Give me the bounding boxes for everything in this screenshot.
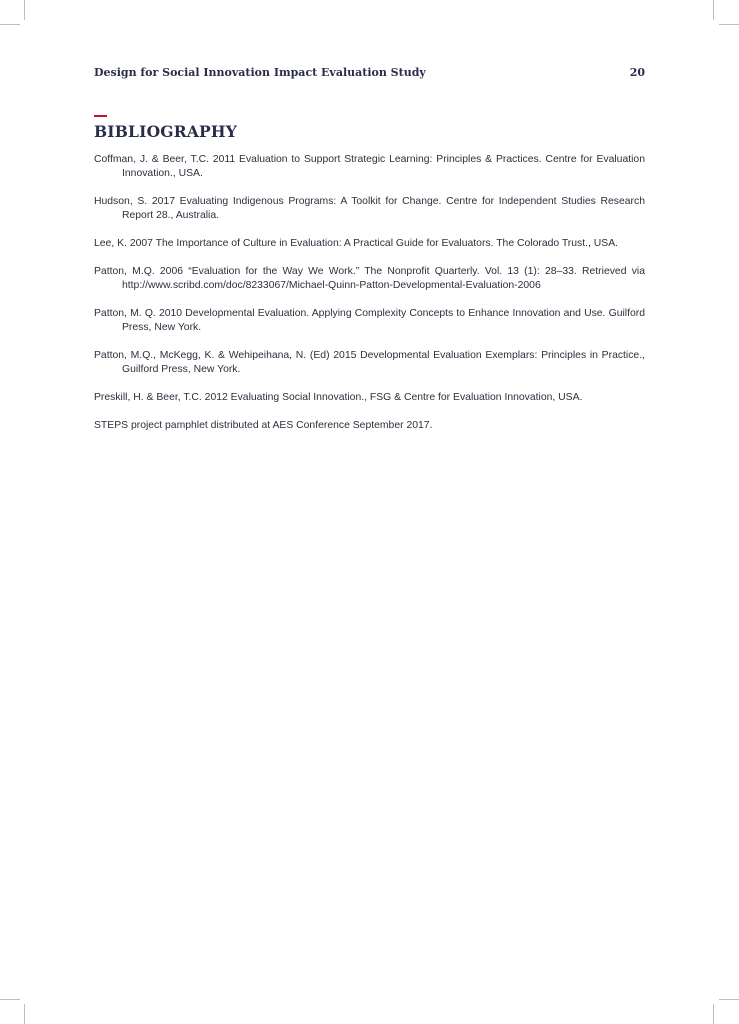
- running-header: [94, 64, 645, 80]
- crop-mark-top-right-vertical: [713, 0, 714, 20]
- crop-mark-bottom-right-horizontal: [719, 999, 739, 1000]
- page-number: 20: [629, 65, 645, 79]
- bibliography-entry-hudson-2017: Hudson, S. 2017 Evaluating Indigenous Programs: A Toolkit for Change. Centre for Independent Studies Research Report 28., Australia.: [94, 196, 645, 221]
- bibliography-entry-patton-2015: Patton, M.Q., McKegg, K. & Wehipeihana, N. (Ed) 2015 Developmental Evaluation Exemplars: Principles in Practice., Guilford Press, New York.: [94, 350, 645, 375]
- section-title: BIBLIOGRAPHY: [94, 122, 238, 141]
- bibliography-entry-lee-2007: Lee, K. 2007 The Importance of Culture in Evaluation: A Practical Guide for Evaluators. The Colorado Trust., USA.: [94, 238, 619, 249]
- crop-mark-top-left-vertical: [24, 0, 25, 20]
- bibliography-entry-coffman-2011: Coffman, J. & Beer, T.C. 2011 Evaluation to Support Strategic Learning: Principles & Practices. Centre for Evaluation Innovation., USA.: [94, 154, 645, 179]
- crop-mark-top-left-horizontal: [0, 24, 20, 25]
- section-accent-bar: [94, 115, 107, 117]
- bibliography-entry-steps-2017: STEPS project pamphlet distributed at AES Conference September 2017.: [94, 420, 433, 431]
- bibliography-entry-preskill-2012: Preskill, H. & Beer, T.C. 2012 Evaluating Social Innovation., FSG & Centre for Evaluation Innovation, USA.: [94, 392, 583, 403]
- crop-mark-bottom-left-horizontal: [0, 999, 20, 1000]
- crop-mark-bottom-left-vertical: [24, 1004, 25, 1024]
- bibliography-entry-patton-2010: Patton, M. Q. 2010 Developmental Evaluation. Applying Complexity Concepts to Enhance Innovation and Use. Guilford Press, New York.: [94, 308, 645, 333]
- document-title: Design for Social Innovation Impact Evaluation Study: [94, 65, 426, 79]
- bibliography-list: [94, 153, 645, 447]
- bibliography-entry-patton-2006: Patton, M.Q. 2006 “Evaluation for the Way We Work.” The Nonprofit Quarterly. Vol. 13 (1): 28–33. Retrieved via http://www.scribd.com/doc/8233067/Michael-Quinn-Patton-Developmental-Evaluation-2006: [94, 266, 645, 291]
- crop-mark-top-right-horizontal: [719, 24, 739, 25]
- crop-mark-bottom-right-vertical: [713, 1004, 714, 1024]
